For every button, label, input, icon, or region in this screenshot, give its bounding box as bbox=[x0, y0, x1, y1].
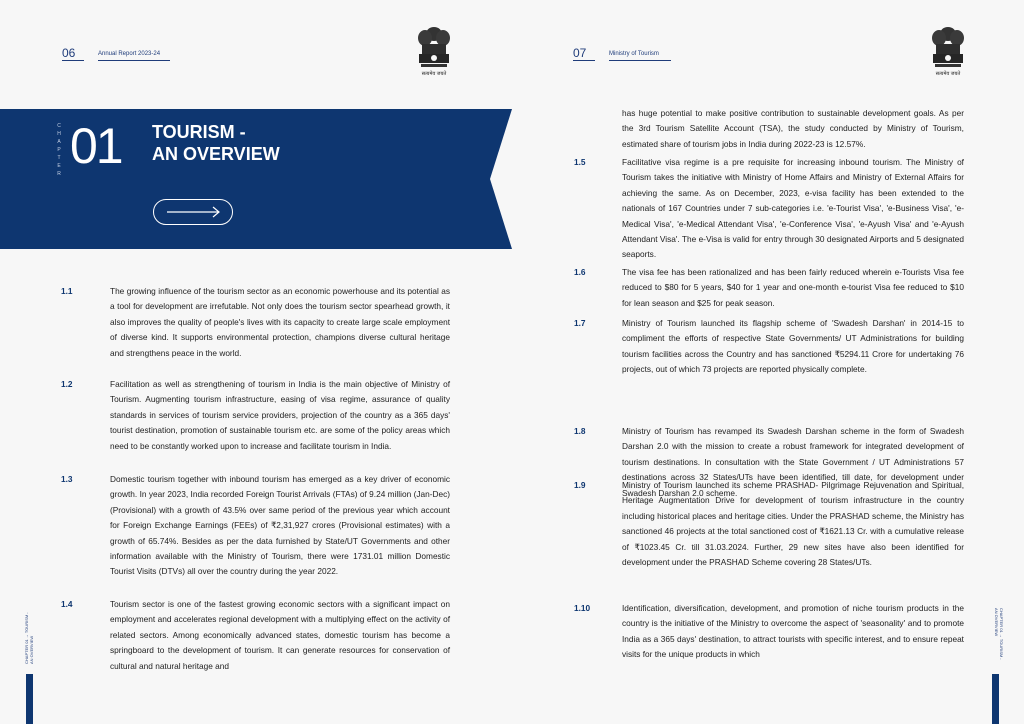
paragraph-number: 1.9 bbox=[574, 480, 586, 490]
paragraph-text: Identification, diversification, development, and promotion of niche tourism products in the country is the initiative of the Ministry to overcome the aspect of 'seasonality' and to promote India as a 365 days' destination, to attract tourists with specific interest, and to ensure repeat visits for the unique products in which bbox=[622, 603, 964, 660]
paragraph-number: 1.3 bbox=[61, 474, 73, 484]
state-emblem bbox=[412, 24, 456, 82]
page-number-underline bbox=[573, 60, 595, 61]
ashoka-emblem-icon bbox=[926, 24, 970, 70]
chapter-label-letter: A bbox=[57, 139, 65, 145]
paragraph-number: 1.5 bbox=[574, 157, 586, 167]
running-head-underline bbox=[609, 60, 671, 61]
chapter-label-letter: H bbox=[57, 131, 65, 137]
paragraph-number: 1.2 bbox=[61, 379, 73, 389]
side-chapter-label: CHAPTER 01 → TOURISM - AN OVERVIEW bbox=[994, 608, 1004, 660]
chapter-label-letter: R bbox=[57, 171, 65, 177]
side-bar bbox=[992, 674, 999, 724]
running-head-underline bbox=[98, 60, 170, 61]
paragraph-text: has huge potential to make positive contribution to sustainable development goals. As per the 3rd Tourism Satellite Account (TSA), the study conducted by Ministry of Tourism, estimated share of tourism jobs in India during 2022-23 is 12.57%. bbox=[622, 108, 964, 149]
running-head: Ministry of Tourism bbox=[609, 51, 659, 57]
chapter-title-line1: TOURISM - bbox=[152, 122, 246, 142]
paragraph-text: Ministry of Tourism has revamped its Swadesh Darshan scheme in the form of Swadesh Darshan 2.0 with the mission to create a robust framework for integrated development of tourism destinations. In consultation with the State Government / UT Administrations 57 destinations across 32 States/UTs have been identified, till date, for development under Swadesh Darshan 2.0 scheme. bbox=[622, 426, 964, 498]
paragraph-text: Ministry of Tourism launched its flagship scheme of 'Swadesh Darshan' in 2014-15 to compliment the efforts of respective State Governments/ UT Administrations for building tourism facilities across the Country and has sanctioned ₹5294.11 Crore for undertaking 76 projects, out of which 73 projects are reported physically complete. bbox=[622, 318, 964, 375]
paragraph-text: Ministry of Tourism launched its scheme PRASHAD- Pilgrimage Rejuvenation and Spiritual, Heritage Augmentation Drive for development of tourism infrastructure in the country including historical places and heritage cities. Under the PRASHAD scheme, the Ministry has sanctioned 46 projects at the total sanctioned cost of ₹1621.13 Cr. with a cumulative release of ₹1023.45 Cr. till 31.03.2024. Further, 29 new sites have also been identified for development under the PRASHAD Scheme covering 28 States/UTs. bbox=[622, 480, 964, 568]
chapter-title-line2: AN OVERVIEW bbox=[152, 144, 280, 164]
paragraph-text: The visa fee has been rationalized and has been fairly reduced wherein e-Tourists Visa fee reduced to $80 for 5 years, $40 for 1 year and one-month e-tourist Visa fee reduced to $10 for lean season and $25 for peak season. bbox=[622, 267, 964, 308]
paragraph-text: Domestic tourism together with inbound tourism has emerged as a key driver of economic growth. In year 2023, India recorded Foreign Tourist Arrivals (FTAs) of 9.24 million (Jan-Dec) (Provisional) with a growth of 43.5% over same period of the previous year which account for Foreign Exchange Earnings (FEEs) of ₹2,31,927 crores (Provisional estimates) with a growth of 65.74%. Besides as per the data furnished by State/UT Governments and other information available with the Ministry of Tourism, there were 1731.01 million Domestic Tourist Visits (DTVs) all over the country during the year 2022. bbox=[110, 474, 450, 577]
paragraph-number: 1.7 bbox=[574, 318, 586, 328]
emblem-caption: सत्यमेव जयते bbox=[935, 71, 961, 77]
paragraph-number: 1.4 bbox=[61, 599, 73, 609]
page-number: 07 bbox=[573, 46, 587, 60]
banner-notch bbox=[490, 109, 512, 249]
page-number-underline bbox=[62, 60, 84, 61]
chapter-label-letter: T bbox=[57, 155, 65, 161]
right-page bbox=[512, 0, 1024, 724]
next-arrow-button[interactable] bbox=[153, 199, 233, 225]
state-emblem bbox=[926, 24, 970, 82]
side-bar bbox=[26, 674, 33, 724]
paragraph-number: 1.6 bbox=[574, 267, 586, 277]
paragraph-text: Facilitation as well as strengthening of tourism in India is the main objective of Ministry of Tourism. Augmenting tourism infrastructure, easing of visa regime, assurance of quality standards in services of tourism service providers, projection of the country as a 365 days' tourist destination, promotion of sustainable tourism etc. are some of the policy areas which need to be constantly worked upon to increase and facilitate tourism in India. bbox=[110, 379, 450, 451]
chapter-label-letter: P bbox=[57, 147, 65, 153]
page-number: 06 bbox=[62, 46, 76, 60]
chapter-title bbox=[152, 121, 280, 165]
arrow-right-icon bbox=[166, 206, 222, 218]
paragraph-number: 1.10 bbox=[574, 603, 591, 613]
chapter-label-letter: C bbox=[57, 123, 65, 129]
paragraph-number: 1.1 bbox=[61, 286, 73, 296]
chapter-label bbox=[56, 122, 66, 178]
emblem-caption: सत्यमेव जयते bbox=[421, 71, 447, 77]
side-chapter-label: CHAPTER 01 → TOURISM - AN OVERVIEW bbox=[24, 612, 34, 664]
paragraph-text: Tourism sector is one of the fastest growing economic sectors with a significant impact on employment and accelerates regional development with a multiplying effect on the activity of related sectors. Among economically advanced states, domestic tourism has become a springboard to the development of tourism. It can generate resources for conservation of cultural and natural heritage and bbox=[110, 599, 450, 671]
chapter-number: 01 bbox=[70, 118, 122, 174]
running-head: Annual Report 2023-24 bbox=[98, 51, 161, 57]
paragraph-text: Facilitative visa regime is a pre requisite for increasing inbound tourism. The Ministry of Tourism takes the initiative with Ministry of Home Affairs and Ministry of External Affairs for achieving the same. As on December, 2023, e-visa facility has been extended to the nationals of 167 Countries under 7 sub-categories i.e. 'e-Tourist Visa', 'e-Business Visa', 'e-Medical Visa', 'e-Medical Attendant Visa', 'e-Conference Visa', 'e-Ayush Visa' and 'e-Ayush Attendant Visa'. The e-Visa is valid for entry through 30 designated Airports and 5 designated seaports. bbox=[622, 157, 964, 260]
paragraph-text: The growing influence of the tourism sector as an economic powerhouse and its potential as a tool for development are irrefutable. Not only does the tourism sector spearhead growth, it also improves the quality of people's lives with its capacity to create large scale employment of diverse kind. It supports environmental protection, champions diverse cultural heritage and strengthens peace in the world. bbox=[110, 286, 450, 358]
ashoka-emblem-icon bbox=[412, 24, 456, 70]
paragraph-number: 1.8 bbox=[574, 426, 586, 436]
chapter-label-letter: E bbox=[57, 163, 65, 169]
